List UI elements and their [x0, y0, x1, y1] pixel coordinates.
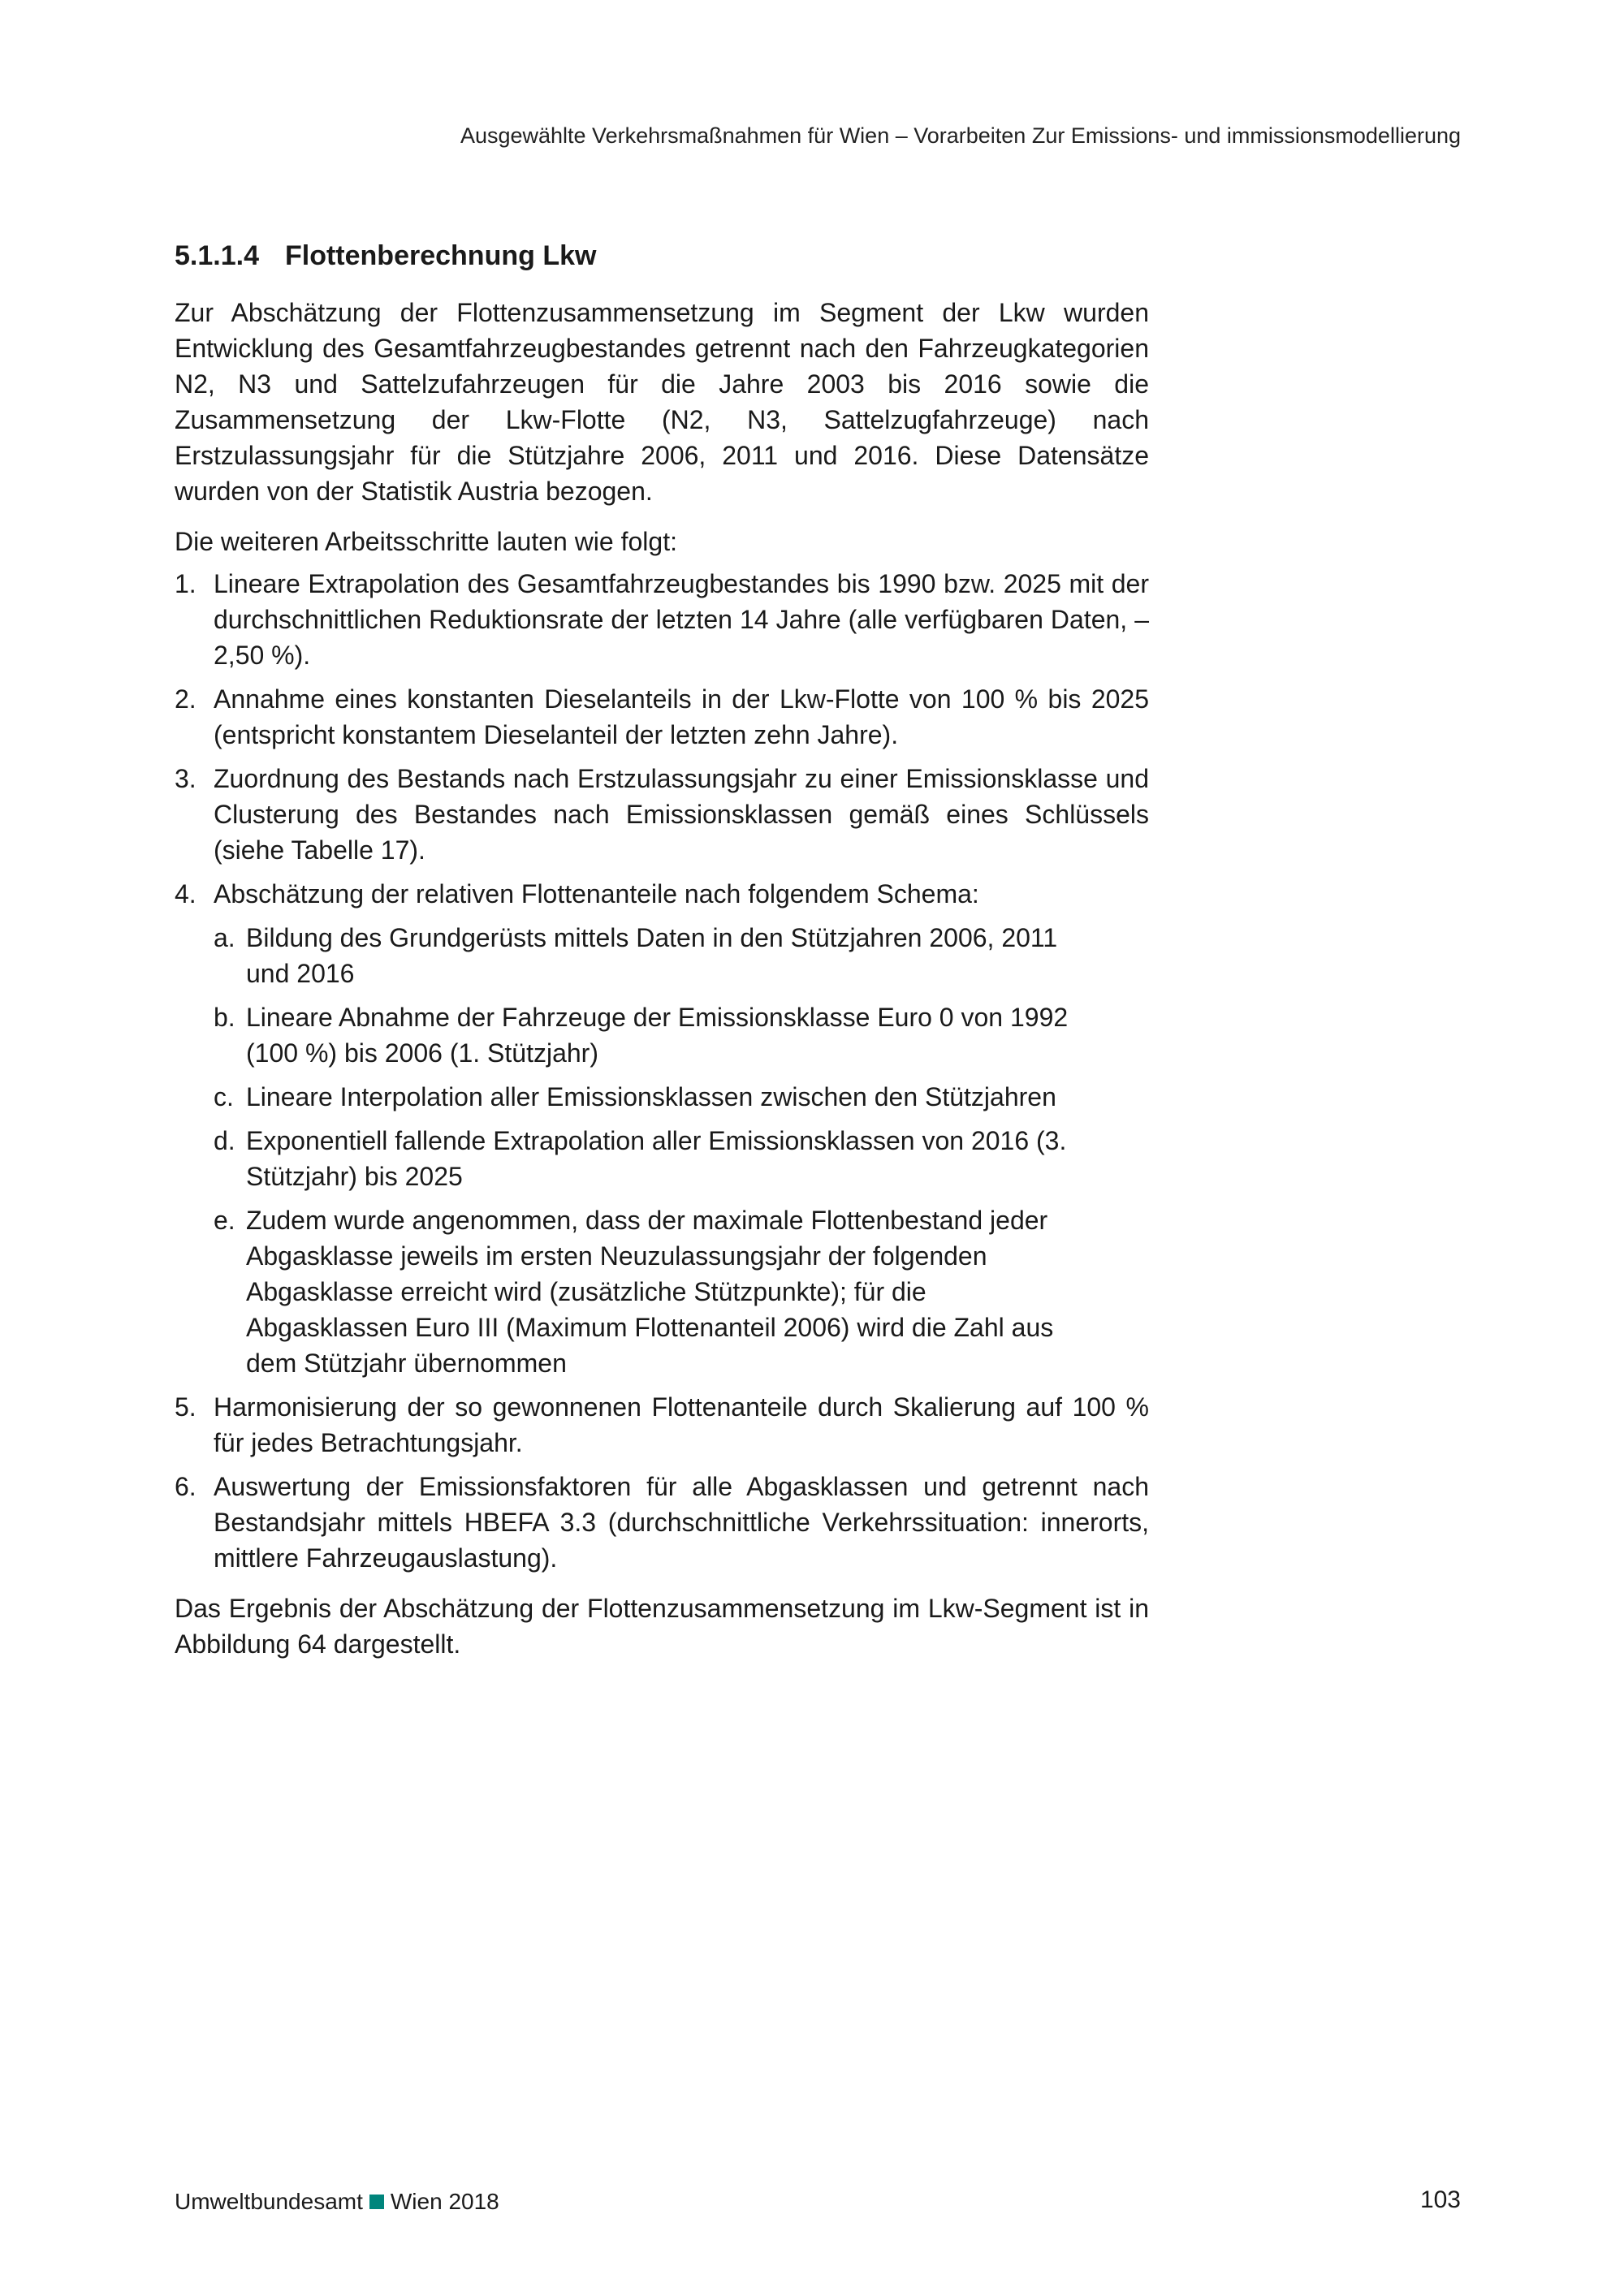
place-year: Wien 2018	[390, 2189, 499, 2214]
section-heading	[175, 238, 1149, 274]
conclusion-paragraph: Das Ergebnis der Abschätzung der Flottenzusammensetzung im Lkw-Segment ist in Abbildung 64 dargestellt.	[175, 1594, 1149, 1659]
sublist-item-text: Exponentiell fallende Extrapolation aller Emissionsklassen von 2016 (3. Stützjahr) bis 2025	[246, 1126, 1067, 1191]
sublist-marker: e.	[214, 1206, 235, 1235]
page-number: 103	[1419, 2186, 1461, 2213]
sublist-marker: d.	[214, 1126, 235, 1155]
substeps-list	[214, 920, 1082, 1381]
publisher-name: Umweltbundesamt	[175, 2189, 363, 2214]
list-item	[175, 566, 1149, 673]
sublist-item	[214, 1202, 1082, 1381]
sublist-marker: c.	[214, 1082, 234, 1111]
sublist-item-text: Lineare Interpolation aller Emissionsklassen zwischen den Stützjahren	[246, 1082, 1056, 1111]
sublist-item-text: Zudem wurde angenommen, dass der maximale Flottenbestand jeder Abgasklasse jeweils im ersten Neuzulassungsjahr der folgenden Abgasklasse erreicht wird (zusätzliche Stützpunkte); für die Abgasklassen Euro III (Maximum Flottenanteil 2006) wird die Zahl aus dem Stützjahr übernommen	[246, 1206, 1054, 1378]
sublist-marker: a.	[214, 923, 235, 952]
sublist-item-text: Bildung des Grundgerüsts mittels Daten in den Stützjahren 2006, 2011 und 2016	[246, 923, 1058, 988]
list-item-text: Annahme eines konstanten Dieselanteils in der Lkw-Flotte von 100 % bis 2025 (entspricht konstantem Dieselanteil der letzten zehn Jahre).	[214, 684, 1149, 749]
section-number: 5.1.1.4	[175, 240, 259, 271]
sublist-item	[214, 1079, 1082, 1115]
list-item	[175, 1469, 1149, 1576]
sublist-item	[214, 920, 1082, 991]
list-marker: 4.	[175, 879, 197, 908]
list-item	[175, 761, 1149, 868]
list-item-text: Lineare Extrapolation des Gesamtfahrzeugbestandes bis 1990 bzw. 2025 mit der durchschnittlichen Reduktionsrate der letzten 14 Jahre (alle verfügbaren Daten, – 2,50 %).	[214, 569, 1149, 670]
list-marker: 2.	[175, 684, 197, 714]
list-marker: 5.	[175, 1392, 197, 1422]
sublist-marker: b.	[214, 1003, 235, 1032]
list-item-text: Zuordnung des Bestands nach Erstzulassungsjahr zu einer Emissionsklasse und Clusterung des Bestandes nach Emissionsklassen gemäß eines Schlüssels (siehe Tabelle 17).	[214, 764, 1149, 865]
list-item-text: Auswertung der Emissionsfaktoren für alle Abgasklassen und getrennt nach Bestandsjahr mittels HBEFA 3.3 (durchschnittliche Verkehrssituation: innerorts, mittlere Fahrzeugauslastung).	[214, 1472, 1149, 1573]
steps-list	[175, 566, 1149, 1576]
intro-paragraph: Zur Abschätzung der Flottenzusammensetzung im Segment der Lkw wurden Entwicklung des Gesamtfahrzeugbestandes getrennt nach den Fahrzeugkategorien N2, N3 und Sattelzufahrzeugen für die Jahre 2003 bis 2016 sowie die Zusammensetzung der Lkw-Flotte (N2, N3, Sattelzugfahrzeuge) nach Erstzulassungsjahr für die Stützjahre 2006, 2011 und 2016. Diese Datensätze wurden von der Statistik Austria bezogen.	[175, 298, 1149, 506]
list-item	[175, 876, 1149, 1381]
list-marker: 3.	[175, 764, 197, 793]
list-item	[175, 681, 1149, 753]
sublist-item-text: Lineare Abnahme der Fahrzeuge der Emissionsklasse Euro 0 von 1992 (100 %) bis 2006 (1. Stützjahr)	[246, 1003, 1069, 1068]
sublist-item	[214, 999, 1082, 1071]
section-title: Flottenberechnung Lkw	[285, 240, 597, 271]
list-item	[175, 1389, 1149, 1461]
footer-publisher	[175, 2189, 499, 2215]
list-marker: 1.	[175, 569, 197, 598]
running-header: Ausgewählte Verkehrsmaßnahmen für Wien – Vorarbeiten Zur Emissions- und immissionsmodellierung	[460, 123, 1461, 148]
square-icon	[369, 2195, 384, 2209]
sublist-item	[214, 1123, 1082, 1194]
list-marker: 6.	[175, 1472, 197, 1501]
list-item-text: Abschätzung der relativen Flottenanteile nach folgendem Schema:	[214, 879, 979, 908]
main-content	[175, 238, 1149, 1677]
list-item-text: Harmonisierung der so gewonnenen Flottenanteile durch Skalierung auf 100 % für jedes Betrachtungsjahr.	[214, 1392, 1149, 1457]
steps-intro: Die weiteren Arbeitsschritte lauten wie folgt:	[175, 527, 677, 556]
